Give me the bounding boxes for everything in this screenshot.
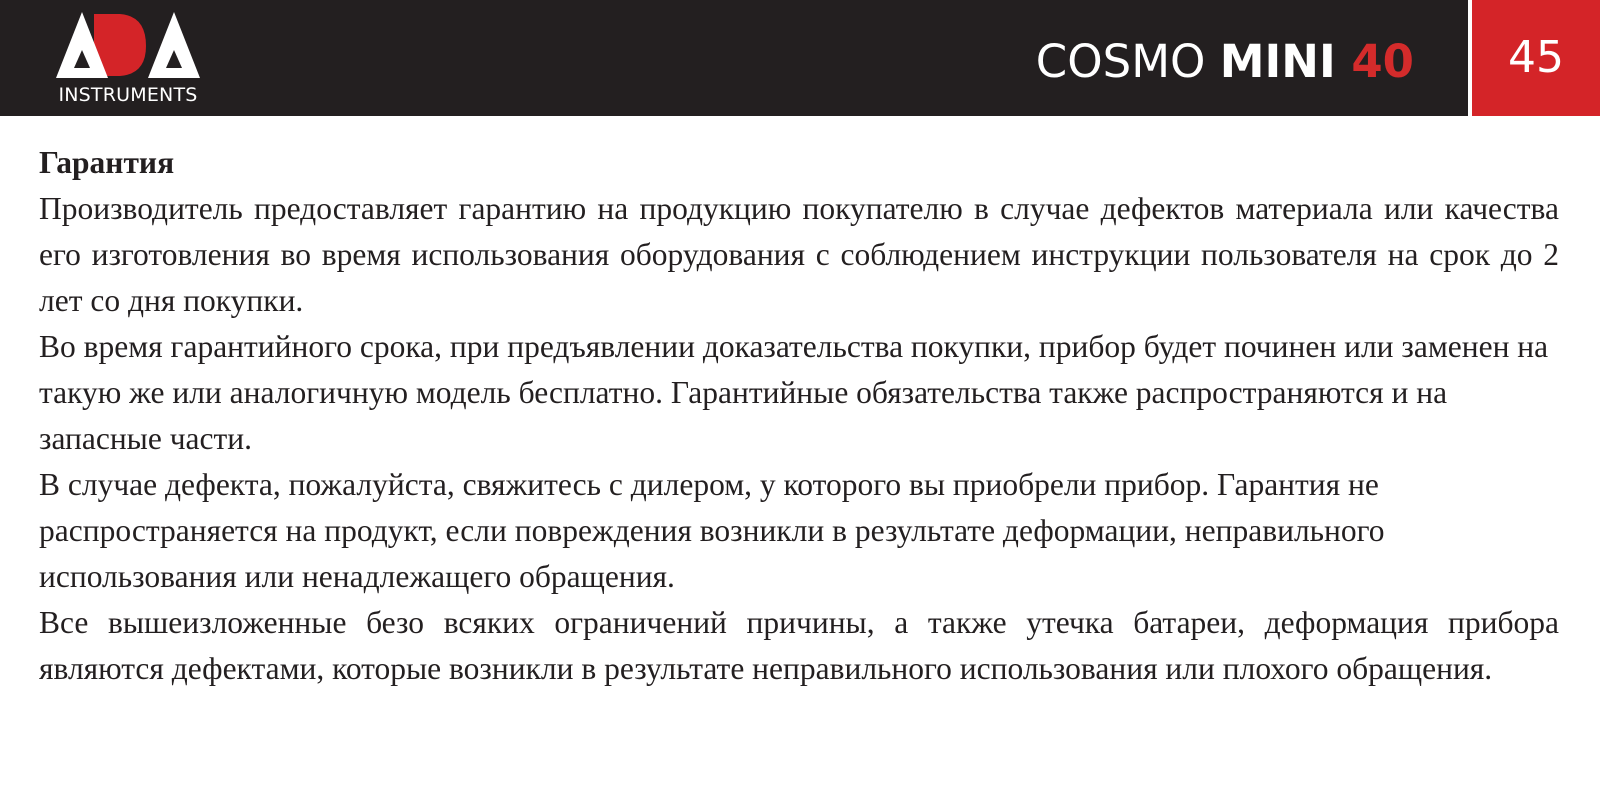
product-title-model-number: 40 [1351, 35, 1414, 88]
page-number: 45 [1508, 32, 1564, 83]
ada-logo-mark-icon [50, 10, 206, 82]
page-header [0, 0, 1600, 116]
product-title-cosmo: COSMO [1035, 35, 1220, 88]
ada-instruments-logo [50, 10, 206, 110]
warranty-section [39, 140, 1559, 692]
paragraph-contact-dealer: В случае дефекта, пожалуйста, свяжитесь с дилером, у которого вы приобрели прибор. Гарантия не распространяется на продукт, если повреждения возникли в результате деформации, неправильного использования или ненадлежащего обращения. [39, 467, 1385, 594]
product-title-mini: MINI [1219, 35, 1352, 88]
product-title [1036, 30, 1414, 94]
paragraph-exclusions: Все вышеизложенные безо всяких ограничений причины, а также утечка батареи, деформация прибора являются дефектами, которые возникли в результате неправильного использования или плохого обращения. [39, 605, 1559, 686]
section-heading: Гарантия [39, 145, 175, 180]
paragraph-warranty-terms: Производитель предоставляет гарантию на продукцию покупателю в случае дефектов материала или качества его изготовления во время использования оборудования с соблюдением инструкции пользователя на срок до 2 лет со дня покупки. [39, 191, 1559, 318]
logo-subtitle: INSTRUMENTS [58, 84, 198, 106]
paragraph-warranty-period: Во время гарантийного срока, при предъявлении доказательства покупки, прибор будет починен или заменен на такую же или аналогичную модель бесплатно. Гарантийные обязательства также распространяются и на запасные части. [39, 329, 1549, 456]
